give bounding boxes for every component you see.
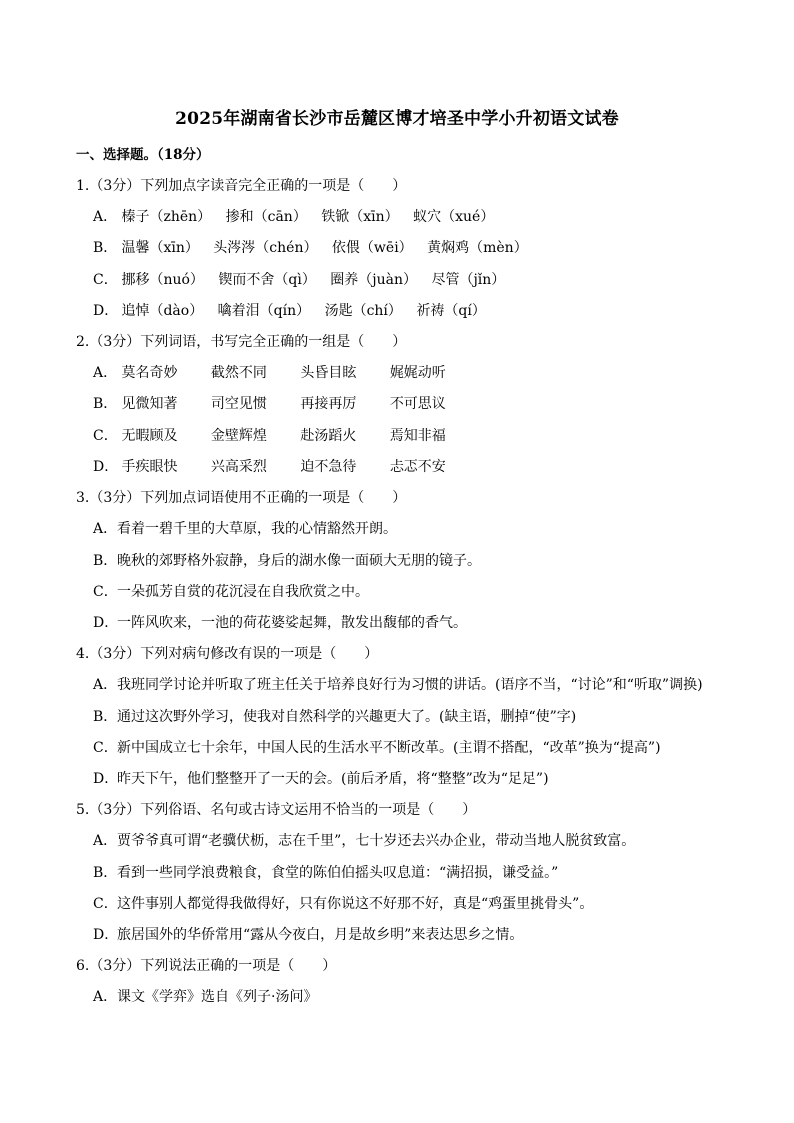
exam-title: 2025年湖南省长沙市岳麓区博才培圣中学小升初语文试卷 (175, 109, 619, 129)
question-5-option-c (93, 893, 593, 913)
option-label: A． (93, 365, 118, 381)
option-text: 贾爷爷真可谓“老骥伏枥，志在千里”，七十岁还去兴办企业，带动当地人脱贫致富。 (117, 833, 636, 849)
option-text: 这件事别人都觉得我做得好，只有你说这不好那不好，真是“鸡蛋里挑骨头”。 (117, 896, 594, 912)
option-item: 忐忑不安 (389, 459, 446, 475)
option-text: 昨天下午，他们整整开了一天的会。(前后矛盾，将“整整”改为“足足”) (117, 771, 549, 787)
option-label: A． (93, 521, 118, 537)
option-text: 一朵孤芳自赏的花沉浸在自我欣赏之中。 (117, 584, 369, 600)
option-label: D． (93, 615, 119, 631)
option-item: 焉知非福 (389, 428, 446, 444)
option-item: 追悼（dào） (121, 303, 204, 319)
option-label: C． (93, 428, 118, 444)
option-text: 课文《学弈》选自《列子·汤问》 (117, 989, 318, 1005)
option-text: 我班同学讨论并听取了班主任关于培养良好行为习惯的讲话。(语序不当，“讨论”和“听取”调换) (117, 677, 703, 693)
option-text: 一阵风吹来，一池的荷花婆娑起舞，散发出馥郁的香气。 (117, 615, 467, 631)
question-5-option-b (93, 862, 558, 882)
option-item: 黄焖鸡（mèn） (427, 240, 528, 256)
option-item: 无暇顾及 (121, 428, 178, 444)
option-item: 司空见惯 (210, 396, 267, 412)
option-label: A． (93, 677, 118, 693)
option-item: 见微知著 (121, 396, 178, 412)
question-5-stem: 5.（3分）下列俗语、名句或古诗文运用不恰当的一项是（ ） (76, 802, 477, 818)
option-item: 掺和（cān） (225, 209, 307, 225)
question-4-option-a (93, 674, 703, 694)
question-3-option-b (93, 550, 481, 570)
question-2-stem: 2.（3分）下列词语，书写完全正确的一组是（ ） (76, 334, 407, 350)
option-text: 晚秋的郊野格外寂静，身后的湖水像一面硕大无朋的镜子。 (117, 553, 481, 569)
option-item: 挪移（nuó） (121, 272, 204, 288)
option-item: 兴高采烈 (210, 459, 267, 475)
question-6-stem: 6.（3分）下列说法正确的一项是（ ） (76, 958, 337, 974)
option-label: D． (93, 771, 119, 787)
option-text: 看到一些同学浪费粮食，食堂的陈伯伯摇头叹息道：“满招损，谦受益。” (117, 865, 559, 881)
question-3-option-d (93, 612, 467, 632)
option-label: B． (93, 865, 118, 881)
option-item: 金壁辉煌 (210, 428, 267, 444)
option-item: 噙着泪（qín） (217, 303, 311, 319)
option-text: 旅居国外的华侨常用“露从今夜白，月是故乡明”来表达思乡之情。 (117, 927, 524, 943)
option-label: C． (93, 740, 118, 756)
question-4-option-b (93, 706, 576, 726)
section-heading: 一、选择题。（18分） (76, 147, 210, 163)
question-2-option-c (93, 425, 475, 445)
option-item: 锲而不舍（qì） (218, 272, 316, 288)
option-item: 迫不急待 (300, 459, 357, 475)
option-text: 新中国成立七十余年，中国人民的生活水平不断改革。(主谓不搭配，“改革”换为“提高”) (117, 740, 661, 756)
option-item: 娓娓动听 (389, 365, 446, 381)
option-item: 汤匙（chí） (324, 303, 402, 319)
question-3-option-a (93, 518, 397, 538)
option-text: 看着一碧千里的大草原，我的心情豁然开朗。 (117, 521, 397, 537)
option-label: C． (93, 272, 118, 288)
option-label: C． (93, 896, 118, 912)
question-1-option-d (93, 300, 496, 320)
question-1-option-c (93, 269, 515, 289)
option-label: D． (93, 303, 119, 319)
option-label: A． (93, 833, 118, 849)
option-label: D． (93, 927, 119, 943)
option-item: 头昏目眩 (300, 365, 357, 381)
option-label: B． (93, 396, 118, 412)
question-2-option-d (93, 456, 475, 476)
question-4-option-d (93, 768, 549, 788)
question-3-stem: 3.（3分）下列加点词语使用不正确的一项是（ ） (76, 490, 407, 506)
question-3-option-c (93, 581, 369, 601)
question-6-option-a (93, 986, 317, 1006)
question-4-option-c (93, 737, 661, 757)
option-item: 再接再厉 (300, 396, 357, 412)
option-item: 头涔涔（chén） (213, 240, 318, 256)
option-item: 依偎（wēi） (331, 240, 413, 256)
question-1-stem: 1.（3分）下列加点字读音完全正确的一项是（ ） (76, 178, 407, 194)
option-item: 榛子（zhēn） (121, 209, 212, 225)
option-item: 铁锨（xīn） (321, 209, 399, 225)
option-item: 圈养（juàn） (330, 272, 418, 288)
option-item: 蚁穴（xué） (413, 209, 495, 225)
option-item: 截然不同 (210, 365, 267, 381)
option-item: 不可思议 (389, 396, 446, 412)
question-1-option-a (93, 206, 504, 226)
option-item: 手疾眼快 (121, 459, 178, 475)
question-5-option-a (93, 830, 635, 850)
option-item: 莫名奇妙 (121, 365, 178, 381)
option-label: C． (93, 584, 118, 600)
option-item: 祈祷（qí） (416, 303, 486, 319)
option-item: 温馨（xīn） (121, 240, 199, 256)
option-label: A． (93, 989, 118, 1005)
option-text: 通过这次野外学习，使我对自然科学的兴趣更大了。(缺主语，删掉“使”字) (117, 709, 577, 725)
option-label: B． (93, 709, 118, 725)
option-label: D． (93, 459, 119, 475)
option-item: 赴汤蹈火 (300, 428, 357, 444)
option-label: B． (93, 240, 118, 256)
option-label: B． (93, 553, 118, 569)
question-1-option-b (93, 237, 538, 257)
question-2-option-b (93, 393, 475, 413)
question-2-option-a (93, 362, 475, 382)
option-label: A． (93, 209, 118, 225)
question-5-option-d (93, 924, 523, 944)
option-item: 尽管（jǐn） (431, 272, 506, 288)
question-4-stem: 4.（3分）下列对病句修改有误的一项是（ ） (76, 646, 379, 662)
